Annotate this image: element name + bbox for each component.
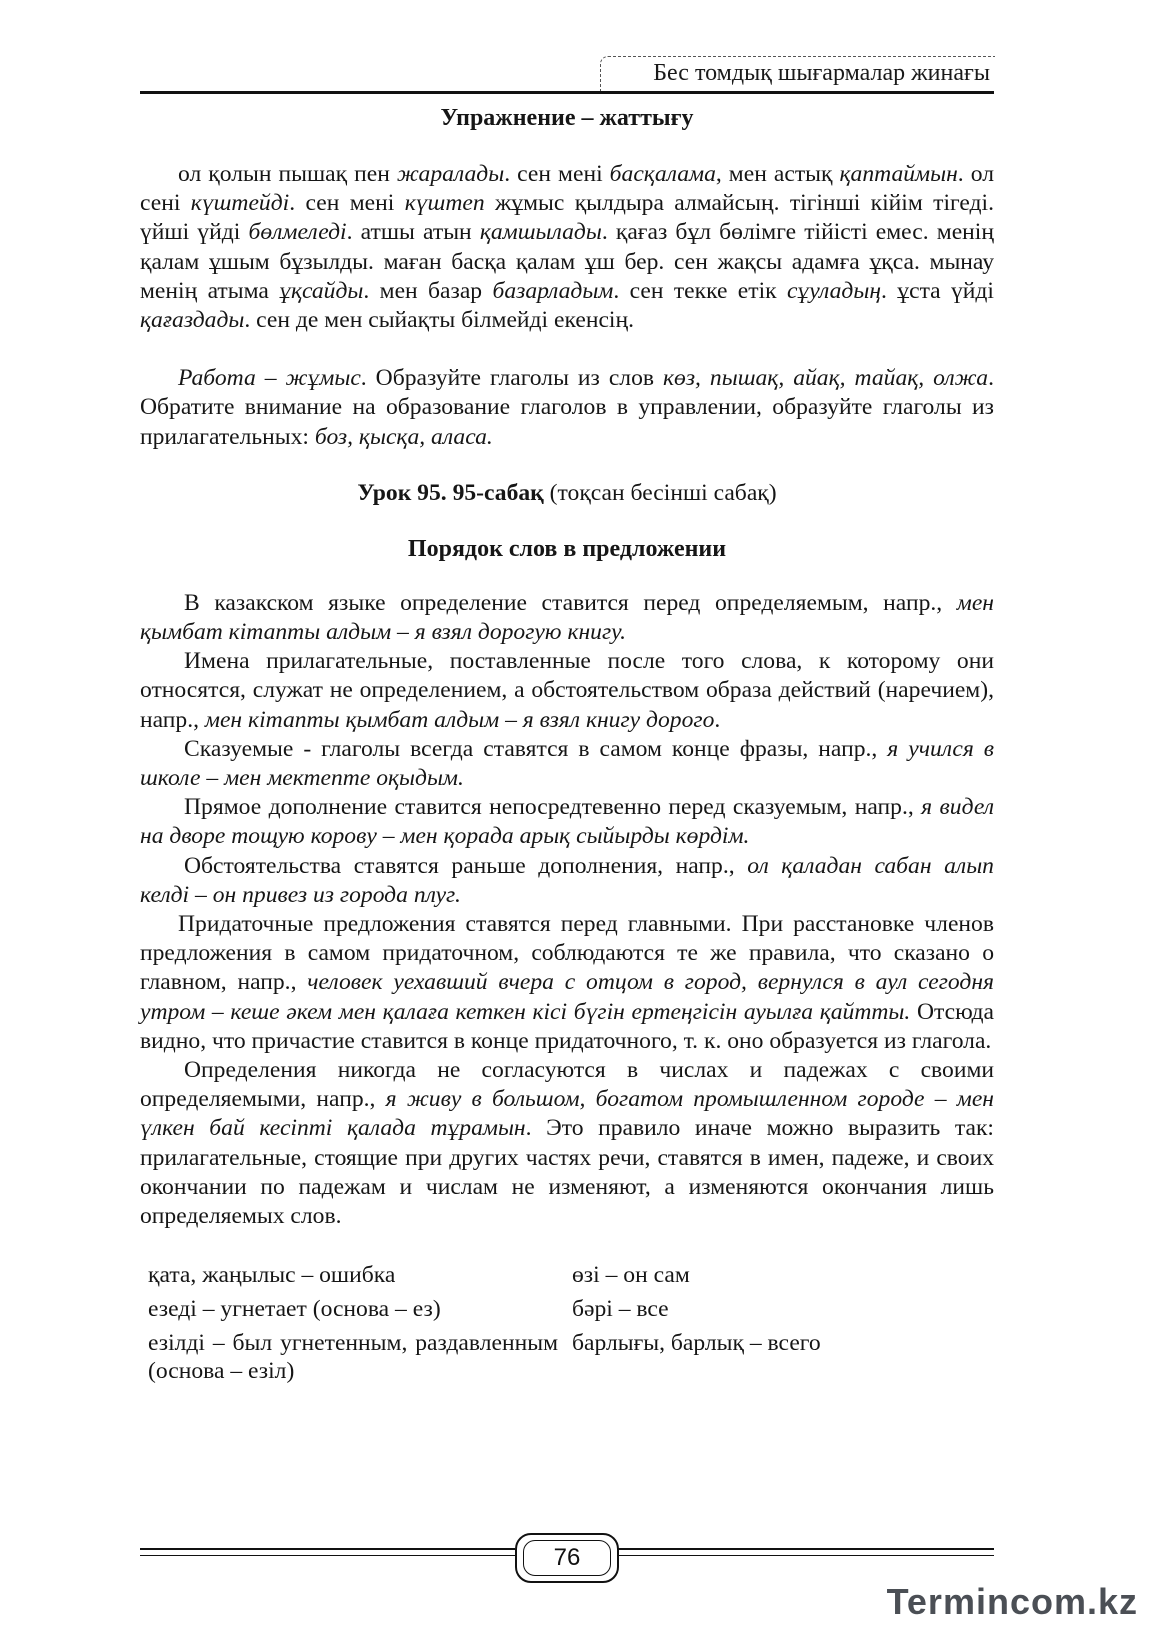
- text-run: Придаточные предложения ставятся перед главными. При расстановке членов предложения в самом придаточном, соблюдаются те же правила, что сказано о главном, напр.,: [140, 911, 994, 996]
- lesson-paragraph: [140, 910, 994, 1056]
- lesson-body: [140, 589, 994, 1231]
- lesson-title: [140, 478, 994, 508]
- lesson-paragraph: [140, 735, 994, 793]
- italic-phrase: базарладым: [492, 277, 614, 304]
- italic-phrase: жаралады: [396, 161, 505, 187]
- italic-phrase: қамшылады: [479, 219, 602, 246]
- italic-phrase: күштейді: [190, 190, 290, 217]
- vocabulary-list: [140, 1261, 994, 1391]
- page-number: [515, 1533, 619, 1583]
- page-number-text: 76: [553, 1544, 581, 1571]
- lesson-title-rest: (тоқсан бесінші сабақ): [543, 479, 777, 506]
- text-run: Обстоятельства ставятся раньше дополнения, напр.,: [184, 852, 748, 879]
- italic-phrase: ол қаладан сабан алып келді – он привез из города плуг.: [140, 852, 994, 908]
- header-rule: [140, 91, 994, 94]
- vocabulary-item: өзі – он сам: [572, 1262, 690, 1289]
- text-run: . ол сені: [140, 161, 994, 217]
- exercise-title: Упражнение – жаттығу: [440, 105, 694, 131]
- vocabulary-item: қата, жаңылыс – ошибка: [148, 1262, 396, 1289]
- text-run: , мен астық: [715, 161, 840, 187]
- lesson-paragraph: [140, 589, 994, 647]
- text-run: . сен текке етік: [613, 277, 787, 304]
- text-run: . сен де мен сыйақты білмейді екенсің.: [244, 307, 634, 334]
- text-run: Определения никогда не согласуются в числах и падежах с своими определяемыми, напр.,: [140, 1057, 994, 1113]
- work-task: [140, 364, 994, 452]
- watermark-logo: Termincom.kz: [886, 1581, 1138, 1622]
- text-run: Прямое дополнение ставится непосредтевенно перед сказуемым, напр.,: [184, 794, 922, 821]
- vocabulary-item: езілді – был угнетенным, раздавленным (основа – езіл): [148, 1330, 558, 1385]
- italic-phrase: басқалама: [609, 161, 716, 187]
- vocabulary-column-right: [558, 1261, 821, 1391]
- text-run: . мен базар: [363, 277, 493, 304]
- footer-rule-right-thin: [615, 1555, 994, 1556]
- italic-phrase: сұуладың: [786, 277, 882, 304]
- vocabulary-item: бәрі – все: [572, 1296, 669, 1323]
- italic-phrase: қаптаймын: [839, 161, 958, 187]
- vocabulary-column-left: [140, 1261, 558, 1391]
- italic-phrase: Работа – жұмыс: [178, 365, 361, 392]
- footer-rule-left-thin: [140, 1555, 515, 1556]
- vocabulary-item: езеді – угнетает (основа – ез): [148, 1296, 441, 1323]
- text-run: Имена прилагательные, поставленные после того слова, к которому они относятся, служат не определением, а обстоятельством образа действий (наречием), напр.,: [140, 648, 994, 733]
- italic-phrase: көз, пышақ, айақ, тайақ, олжа: [663, 365, 989, 392]
- vocabulary-item: барлығы, барлық – всего: [572, 1330, 821, 1357]
- italic-phrase: күштеп: [404, 190, 485, 217]
- text-run: жұмыс қылдыра алмайсың. тігінші кійім тігеді. үйші үйді: [140, 190, 994, 246]
- footer-rule-left: [140, 1548, 515, 1550]
- italic-phrase: я видел на дворе тощую корову – мен қорада арық сыйырды көрдім.: [140, 794, 994, 850]
- lesson-paragraph: [140, 1056, 994, 1231]
- text-run: ол қолын пышақ пен: [178, 161, 397, 187]
- lesson-title-bold: Урок 95. 95-сабақ: [357, 479, 544, 506]
- lesson-subtitle: Порядок слов в предложении: [407, 535, 727, 562]
- text-run: . сен мені: [289, 190, 405, 217]
- italic-phrase: ұқсайды: [279, 277, 364, 304]
- italic-phrase: я учился в школе – мен мектепте оқыдым.: [140, 735, 995, 792]
- footer-rule-right: [615, 1548, 994, 1550]
- text-run: Отсюда видно, что причастие ставится в конце придаточного, т. к. оно образуется из глагола.: [140, 998, 994, 1054]
- lesson-paragraph: [140, 852, 994, 910]
- lesson-paragraph: [140, 647, 994, 735]
- lesson-paragraph: [140, 793, 994, 851]
- italic-phrase: қағаздады: [140, 307, 245, 334]
- italic-phrase: я живу в большом, богатом промышленном городе – мен үлкен бай кесіпті қалада тұрамын: [140, 1086, 994, 1142]
- text-run: Сказуемые - глаголы всегда ставятся в самом конце фразы, напр.,: [184, 735, 888, 762]
- text-run: . атшы атын: [346, 219, 480, 246]
- text-run: . ұста үйді: [881, 277, 994, 304]
- text-run: . Образуйте глаголы из слов: [360, 365, 663, 392]
- text-run: . қағаз бұл бөлімге тійісті емес. менің қалам ұшым бұзылды. маған басқа қалам ұш бер. сен жақсы адамға ұқса. мынау менің атыма: [140, 219, 994, 304]
- text-run: . сен мені: [504, 161, 610, 187]
- running-header: Бес томдық шығармалар жинағы: [653, 60, 990, 86]
- text-run: В казакском языке определение ставится перед определяемым, напр.,: [184, 589, 957, 616]
- italic-phrase: мен кітапты қымбат алдым – я взял книгу дорого: [204, 706, 715, 733]
- text-run: . Обратите внимание на образование глаголов в управлении, образуйте глаголы из прилагательных:: [140, 365, 994, 450]
- text-run: . Это правило иначе можно выразить так: прилагательные, стоящие при других частях речи, ставятся в имен, падеже, и своих окончании по падежам и числам не изменяют, а изменяются окончания лишь определяемых слов.: [140, 1115, 994, 1230]
- italic-phrase: бөлмеледі: [248, 219, 347, 246]
- italic-phrase: человек уехавший вчера с отцом в город, вернулся в аул сегодня утром – кеше әкем мен қалаға кеткен кісі бүгін ертеңгісін ауылға қайтты.: [140, 969, 994, 1025]
- italic-phrase: боз, қысқа, аласа.: [314, 423, 493, 450]
- page-content: [140, 100, 994, 1391]
- italic-phrase: мен қымбат кітапты алдым – я взял дорогую книгу.: [140, 589, 994, 646]
- exercise-text: [140, 160, 994, 335]
- text-run: .: [714, 706, 721, 733]
